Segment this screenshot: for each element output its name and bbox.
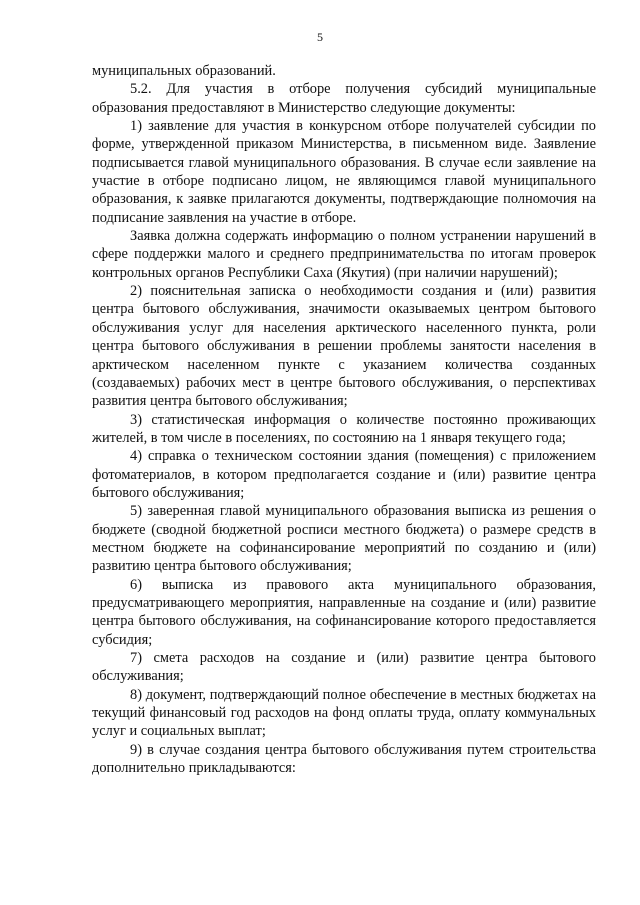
paragraph: 4) справка о техническом состоянии здания (помещения) с приложением фотоматериалов, в котором предполагается создание и (или) развитие центра бытового обслуживания; — [92, 448, 596, 501]
paragraph: муниципальных образований. — [92, 63, 276, 79]
paragraph: 5.2. Для участия в отборе получения субсидий муниципальные образования предоставляют в Министерство следующие документы: — [92, 81, 596, 116]
page-number: 5 — [317, 30, 323, 44]
paragraph: Заявка должна содержать информацию о полном устранении нарушений в сфере поддержки малого и среднего предпринимательства по итогам проверок контрольных органов Республики Саха (Якутия) (при наличии нарушений); — [92, 228, 596, 281]
paragraph: 3) статистическая информация о количестве постоянно проживающих жителей, в том числе в поселениях, по состоянию на 1 января текущего года; — [92, 411, 596, 446]
paragraph: 1) заявление для участия в конкурсном отборе получателей субсидии по форме, утвержденной приказом Министерства, в письменном виде. Заявление подписывается главой муниципального образования. В случае если заявление на участие в отборе подписано лицом, не являющимся главой муниципального образования, к заявке прилагаются документы, подтверждающие полномочия на подписание заявления на участие в отборе. — [92, 118, 596, 226]
paragraph: 5) заверенная главой муниципального образования выписка из решения о бюджете (сводной бюджетной росписи местного бюджета) о размере средств в местном бюджете на софинансирование мероприятий по созданию и (или) развитию центра бытового обслуживания; — [92, 503, 596, 575]
paragraph: 7) смета расходов на создание и (или) развитие центра бытового обслуживания; — [92, 650, 596, 685]
paragraph: 9) в случае создания центра бытового обслуживания путем строительства дополнительно прикладываются: — [92, 741, 596, 777]
paragraph: 8) документ, подтверждающий полное обеспечение в местных бюджетах на текущий финансовый год расходов на фонд оплаты труда, оплату коммунальных услуг и социальных выплат; — [92, 686, 596, 740]
paragraph: 6) выписка из правового акта муниципального образования, предусматривающего мероприятия, направленные на создание и (или) развитие центра бытового обслуживания, на софинансирование которого предоставляется субсидия; — [92, 576, 596, 648]
document-body — [92, 62, 596, 777]
paragraph: 2) пояснительная записка о необходимости создания и (или) развития центра бытового обслуживания, значимости оказываемых центром бытового обслуживания услуг для населения арктического населенного пункта, роли центра бытового обслуживания в решении проблемы занятости населения в арктическом населенном пункте с указанием количества созданных (создаваемых) рабочих мест в центре бытового обслуживания, о перспективах развития центра бытового обслуживания; — [92, 283, 596, 410]
